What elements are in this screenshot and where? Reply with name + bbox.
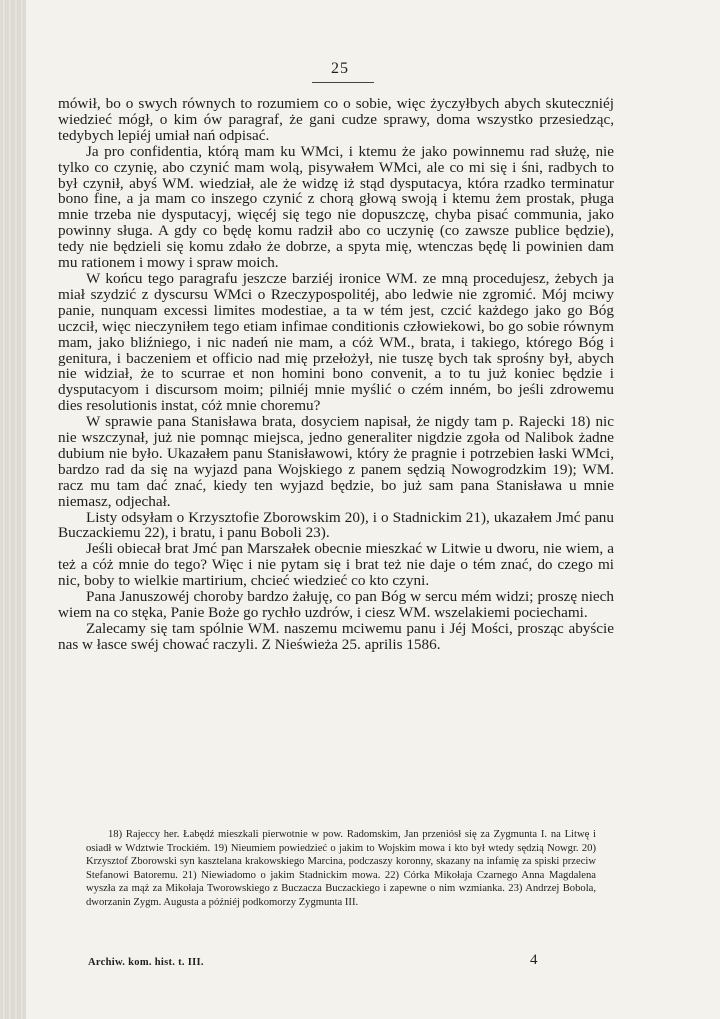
sheet-number: 4 xyxy=(530,952,538,968)
paragraph: Zalecamy się tam spólnie WM. naszemu mciwemu panu i Jéj Mości, prosząc abyście nas w łasce swéj chować raczyli. Z Nieświeża 25. aprilis 1586. xyxy=(58,619,614,653)
paragraph: Pana Januszowéj choroby bardzo żałuję, co pan Bóg w sercu mém widzi; proszę niech wiem na co stęka, Panie Boże go rychło uzdrów, i ciesz WM. wszelakiemi pociechami. xyxy=(58,588,614,621)
footnote-text: 18) Rajeccy her. Łabędź mieszkali pierwotnie w pow. Radomskim, Jan przeniósł się za Zygmunta I. na Litwę i osiadł w Wdztwie Trockiém. 19) Nieumiem powiedzieć o jakim to Wojskim mowa i kto był wtedy sędzią Nowgr. 20) Krzysztof Zborowski syn kasztelana krakowskiego Marcina, podczaszy koronny, skazany na infamię za spiski przeciw Stefanowi Batoremu. 21) Niewiadomo o jakim Stadnickim mowa. 22) Córka Mikołaja Czarnego Anna Magdalena wyszła za mąż za Mikołaja Tworowskiego z Buczacza Buczackiego i zapewne o nim wzmianka. 23) Andrzej Bobola, dworzanin Zygm. Augusta a późniéj podkomorzy Zygmunta III. xyxy=(86,829,596,908)
paragraph: W końcu tego paragrafu jeszcze barziéj ironice WM. ze mną procedujesz, żebych ja miał szydzić z dyscursu WMci o Rzeczypospolitéj, abo ledwie nie zgromić. Mój mciwy panie, nunquam excessi limites modestiae, a ta w tém jest, czcić każdego jako go Bóg uczcił, więc nieczyniłem tego etiam infimae conditionis człowiekowi, bo go sobie równym mam, jako bliźniego, i nic nadeń nie mam, a cóż WM., brata, i takiego, którego Bóg i genitura, i baczeniem et officio nad mię przełożył, nie tuszę bych tak sprośny był, abych nie widział, że to scurrae et non homini bono convenit, a to tu już koniec będzie i dysputacyom i discursom moim; pilniéj mnie myślić o czém inném, bo jeśli zdrowemu dies resolutionis instat, cóż mnie choremu? xyxy=(58,269,614,415)
paragraph: mówił, bo o swych równych to rozumiem co o sobie, więc życzyłbych abych skuteczniéj wiedzieć mógł, o kim ów paragraf, że gani cudze sprawy, doma wszystko przesiedząc, tedybych lepiéj umiał nań odpisać. xyxy=(58,95,614,144)
header-rule xyxy=(312,82,374,83)
footnotes xyxy=(86,828,596,910)
signature-mark: Archiw. kom. hist. t. III. xyxy=(88,957,204,968)
page-number: 25 xyxy=(331,60,349,77)
paragraph: Ja pro confidentia, którą mam ku WMci, i ktemu że jako powinnemu rad służę, nie tylko co czynię, abo czynić mam wolą, pisywałem WMci, ale co mi się i śni, radbych to był czynił, abyś WM. wiedział, ale że widzę iż stąd dysputacya, która rzadko terminatur bono fine, a ja mam co inszego czynić z chorą głową swoją i ktemu żem prostak, pługa mnie trzeba nie dysputacyj, więcéj się tego nie dopuszczę, chyba pisać communia, jako powinny sługa. A gdy co będę komu radził abo co uczynię (co zawsze publice będzie), tedy nie będzieli się komu zdało że dobrze, a spyta mię, wtenczas będę li powinien dam mu rationem i mowy i spraw moich. xyxy=(58,142,614,272)
paragraph: Listy odsyłam o Krzysztofie Zborowskim 20), i o Stadnickim 21), ukazałem Jmć panu Buczackiemu 22), i bratu, i panu Boboli 23). xyxy=(58,508,614,542)
paragraph: W sprawie pana Stanisława brata, dosyciem napisał, że nigdy tam p. Rajecki 18) nic nie wszczynał, już nie pomnąc miejsca, jedno generaliter nigdzie zgoła od Nalibok żadne dubium nie było. Ukazałem panu Stanisławowi, który że pragnie i potrzebien łaski WMci, bardzo rad da się na wyjazd pana Wojskiego z panem sędzią Nowogrodzkim 19); WM. racz mu tam dać znać, kiedy ten wyjazd będzie, bo już sam pana Stanisława u mnie niemasz, odjechał. xyxy=(58,413,614,510)
paragraph: Jeśli obiecał brat Jmć pan Marszałek obecnie mieszkać w Litwie u dworu, nie wiem, a też a cóż mnie do tego? Więc i nie pytam się i brat też nie daje o tém znać, do czego mi nic, boby to wielkie martirium, chcieć wiedzieć co kto czyni. xyxy=(58,540,614,590)
scan-edge-shadow xyxy=(0,0,26,1019)
letter-body xyxy=(58,96,614,653)
